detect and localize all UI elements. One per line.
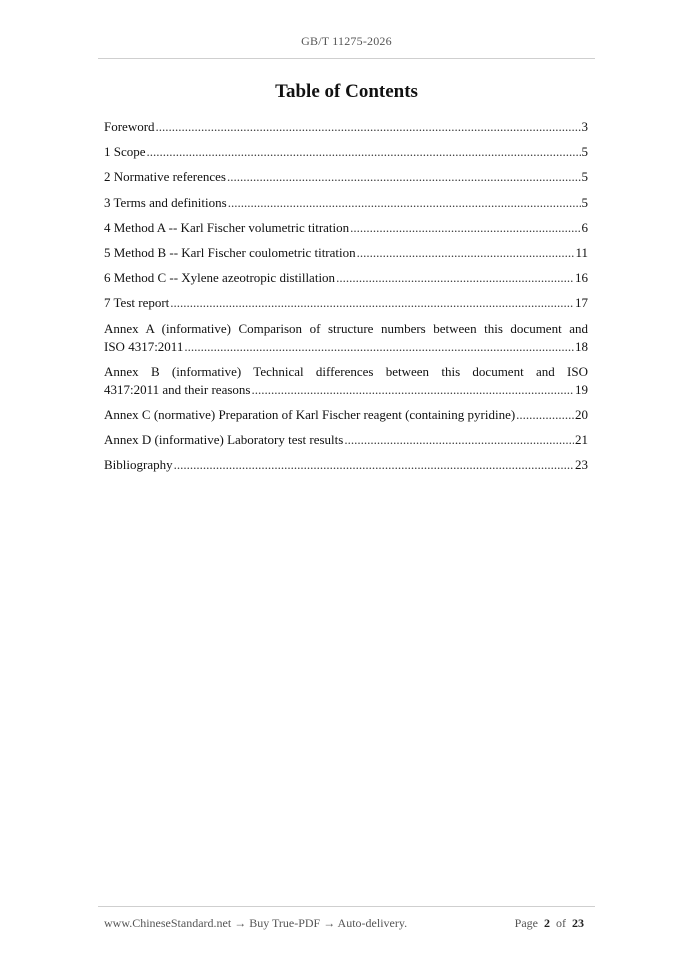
toc-entry-label-line2: ISO 4317:2011 <box>104 338 184 354</box>
toc-entry-label-line1: Annex B (informative) Technical differences between this document and ISO <box>104 363 588 379</box>
toc-entry-label: 3 Terms and definitions <box>104 194 227 210</box>
toc-entry-label: 4 Method A -- Karl Fischer volumetric titration <box>104 219 350 235</box>
toc-entry-annex-c[interactable] <box>104 406 588 424</box>
toc-entry-annex-d[interactable] <box>104 431 588 449</box>
toc-dot-leader <box>227 168 581 186</box>
toc-entry-annex-b[interactable] <box>104 363 588 399</box>
toc-entry-page: 19 <box>575 381 588 397</box>
toc-entry-page: 23 <box>575 457 588 473</box>
toc-entry-foreword[interactable] <box>104 118 588 136</box>
toc-entry-label-line1: Annex A (informative) Comparison of structure numbers between this document and <box>104 320 588 336</box>
toc-dot-leader <box>344 431 574 449</box>
toc-entry-label: Foreword <box>104 119 155 134</box>
toc-entry-label: Annex D (informative) Laboratory test results <box>104 432 344 448</box>
toc-dot-leader <box>147 143 581 161</box>
toc-entry-terms-definitions[interactable] <box>104 194 588 212</box>
table-of-contents <box>104 118 588 481</box>
footer-website-link[interactable]: www.ChineseStandard.net → Buy True-PDF → Auto-delivery. <box>104 916 408 930</box>
toc-entry-page: 18 <box>575 338 588 354</box>
page-header <box>0 34 693 49</box>
footer-page-word: Page <box>514 916 538 930</box>
footer-page-total: 23 <box>572 916 584 930</box>
toc-dot-leader <box>336 269 574 287</box>
toc-entry-label: 2 Normative references <box>104 169 226 185</box>
toc-dot-leader <box>357 244 575 262</box>
toc-entry-label-line2: 4317:2011 and their reasons <box>104 381 251 397</box>
toc-entry-page: 5 <box>581 194 588 210</box>
toc-entry-normative-references[interactable] <box>104 168 588 186</box>
toc-dot-leader <box>251 381 574 399</box>
toc-entry-method-b[interactable] <box>104 244 588 262</box>
toc-entry-method-c[interactable] <box>104 269 588 287</box>
toc-entry-page: 16 <box>575 270 588 286</box>
header-divider <box>98 58 595 59</box>
toc-entry-label-line2-row <box>104 338 588 356</box>
toc-entry-page: 5 <box>581 144 588 160</box>
footer-page-indicator <box>515 916 584 931</box>
toc-entry-test-report[interactable] <box>104 294 588 312</box>
footer-page-of: of <box>556 916 566 930</box>
toc-entry-label: 7 Test report <box>104 295 170 311</box>
toc-entry-method-a[interactable] <box>104 219 588 237</box>
toc-entry-annex-a[interactable] <box>104 320 588 356</box>
toc-entry-label: 5 Method B -- Karl Fischer coulometric titration <box>104 244 356 260</box>
toc-entry-scope[interactable] <box>104 143 588 161</box>
toc-entry-label-line2-row <box>104 381 588 399</box>
toc-dot-leader <box>174 456 574 474</box>
toc-entry-page: 5 <box>581 169 588 185</box>
toc-entry-label: Bibliography <box>104 457 173 473</box>
toc-entry-page: 11 <box>575 244 588 260</box>
toc-entry-page: 21 <box>575 432 588 448</box>
page-title: Table of Contents <box>275 81 418 102</box>
toc-entry-label: 1 Scope <box>104 144 146 160</box>
toc-dot-leader <box>228 194 581 212</box>
standard-code: GB/T 11275-2026 <box>301 34 392 48</box>
toc-entry-page: 17 <box>575 295 588 311</box>
toc-entry-page: 3 <box>581 119 588 134</box>
toc-entry-page: 6 <box>581 219 588 235</box>
toc-entry-label: Annex C (normative) Preparation of Karl Fischer reagent (containing pyridine) <box>104 406 516 422</box>
toc-dot-leader <box>350 219 580 237</box>
footer-divider <box>98 906 595 907</box>
toc-dot-leader <box>516 406 574 424</box>
toc-dot-leader <box>184 338 574 356</box>
toc-dot-leader <box>156 118 581 136</box>
toc-entry-page: 20 <box>575 406 588 422</box>
toc-entry-bibliography[interactable] <box>104 456 588 474</box>
toc-entry-label: 6 Method C -- Xylene azeotropic distillation <box>104 270 336 286</box>
footer-page-current: 2 <box>544 916 550 930</box>
toc-dot-leader <box>170 294 574 312</box>
